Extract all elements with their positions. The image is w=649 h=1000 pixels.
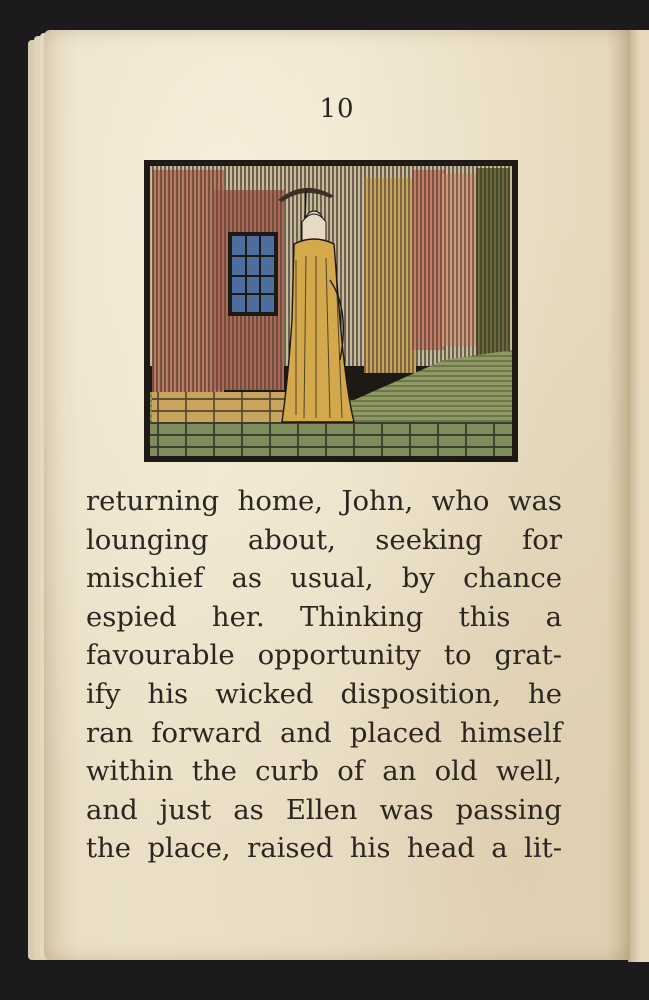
text-line: favourable opportunity to grat- (86, 639, 562, 672)
page-number: 10 (319, 94, 355, 124)
body-text (86, 482, 562, 868)
text-line: lounging about, seeking for (86, 523, 562, 556)
text-line: ran forward and placed himself (86, 716, 562, 749)
text-line: espied her. Thinking this a (86, 600, 562, 633)
text-line: within the curb of an old well, (86, 755, 562, 788)
woodcut-illustration (144, 160, 518, 462)
text-line: mischief as usual, by chance (86, 562, 562, 595)
text-line: ify his wicked disposition, he (86, 677, 562, 710)
text-line: the place, raised his head a lit- (86, 832, 562, 865)
book-page (44, 30, 630, 960)
facing-page-edge (628, 30, 649, 962)
text-line: and just as Ellen was passing (86, 793, 562, 826)
text-line: returning home, John, who was (86, 485, 562, 517)
